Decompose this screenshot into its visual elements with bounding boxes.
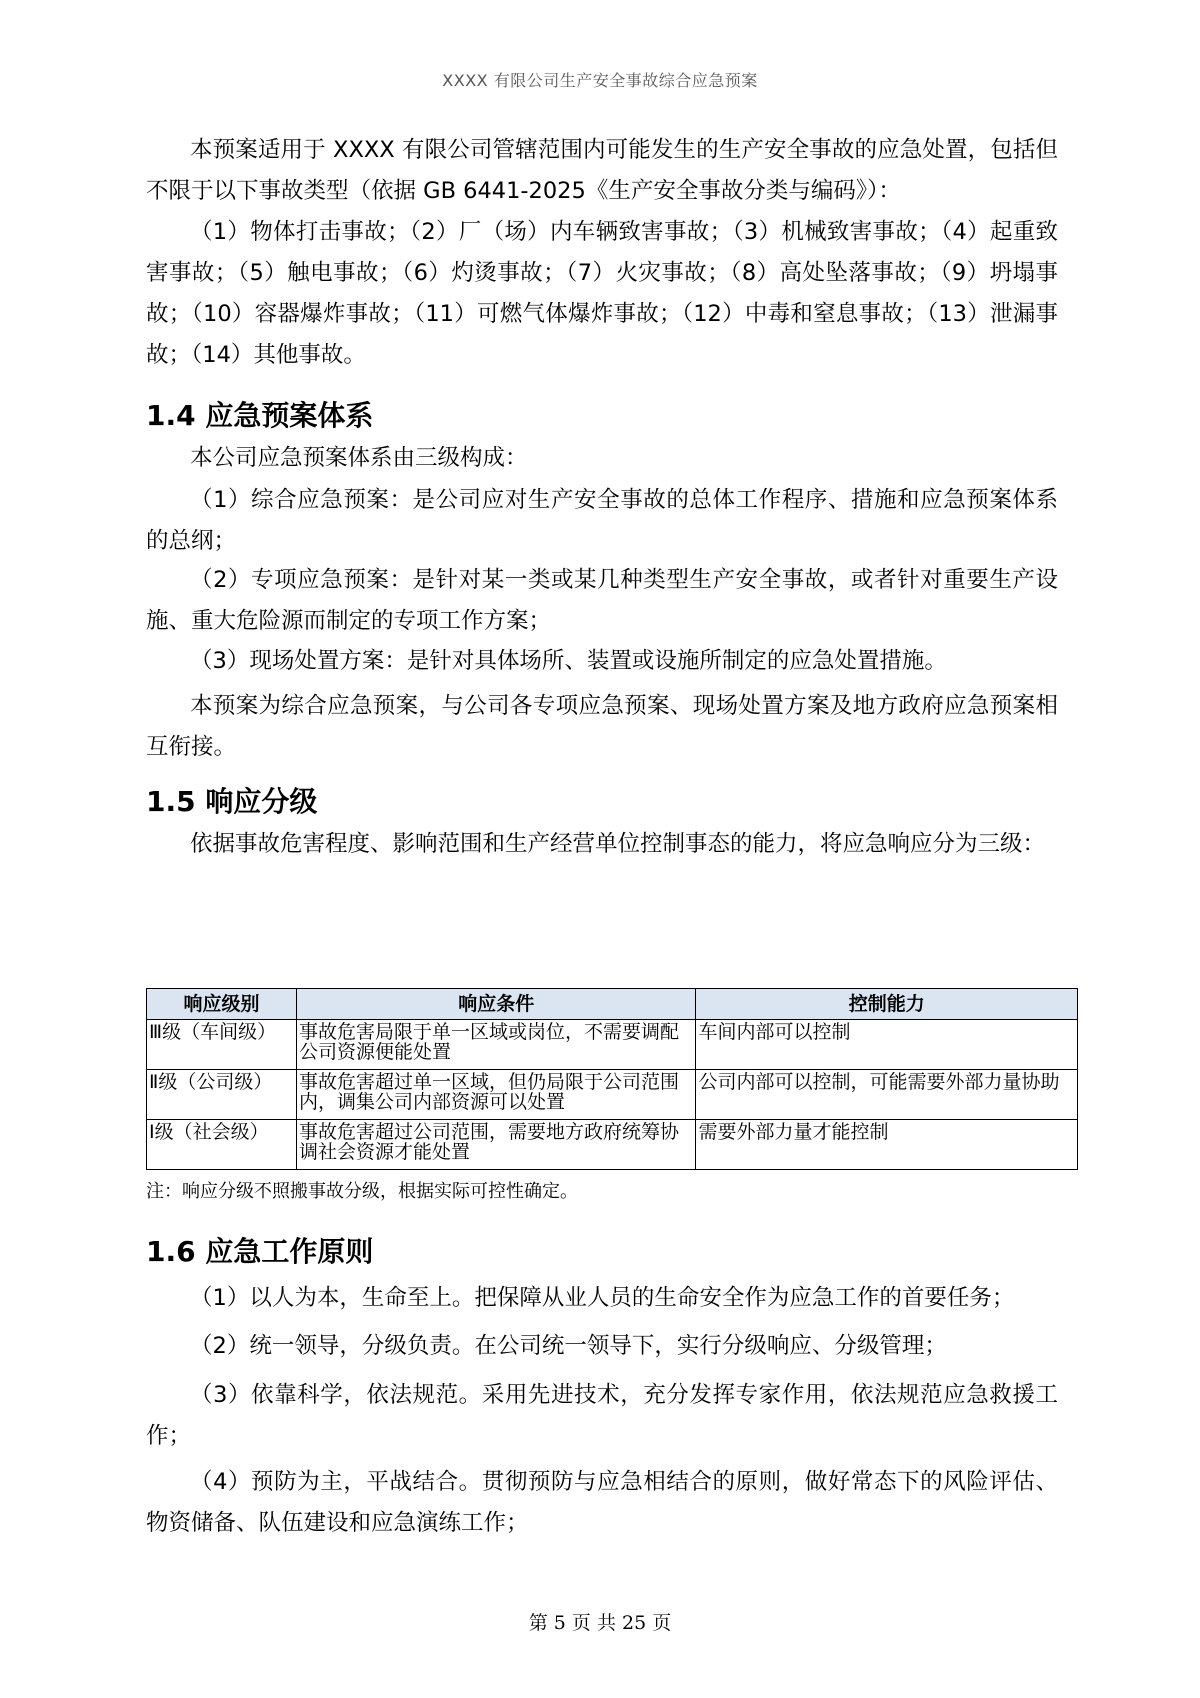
table-cell: 公司内部可以控制，可能需要外部力量协助 bbox=[696, 1070, 1078, 1120]
paragraph: （1）以人为本，生命至上。把保障从业人员的生命安全作为应急工作的首要任务； bbox=[190, 1285, 1015, 1311]
page-header: XXXX 有限公司生产安全事故综合应急预案 bbox=[442, 71, 758, 90]
table-cell: 事故危害超过公司范围，需要地方政府统筹协调社会资源才能处置 bbox=[296, 1120, 695, 1170]
section-heading-1-5: 1.5 响应分级 bbox=[146, 785, 318, 818]
paragraph: （1）综合应急预案：是公司应对生产安全事故的总体工作程序、措施和应急预案体系的总纲； bbox=[146, 487, 1058, 554]
table-header-cell: 控制能力 bbox=[696, 989, 1078, 1020]
table-row bbox=[147, 1070, 1078, 1120]
paragraph: （2）专项应急预案：是针对某一类或某几种类型生产安全事故，或者针对重要生产设施、重大危险源而制定的专项工作方案； bbox=[146, 567, 1058, 634]
table-cell: Ⅰ级（社会级） bbox=[147, 1120, 297, 1170]
paragraph: （3）现场处置方案：是针对具体场所、装置或设施所制定的应急处置措施。 bbox=[190, 648, 947, 674]
table-cell: 事故危害局限于单一区域或岗位，不需要调配公司资源便能处置 bbox=[296, 1020, 695, 1070]
page-number: 第 5 页 共 25 页 bbox=[528, 1612, 672, 1634]
table-cell: 车间内部可以控制 bbox=[696, 1020, 1078, 1070]
paragraph: 本预案为综合应急预案，与公司各专项应急预案、现场处置方案及地方政府应急预案相互衔接。 bbox=[146, 693, 1058, 760]
accident-types-paragraph: （1）物体打击事故；（2）厂（场）内车辆致害事故；（3）机械致害事故；（4）起重致害事故；（5）触电事故；（6）灼烫事故；（7）火灾事故；（8）高处坠落事故；（9）坍塌事故；（10）容器爆炸事故；（11）可燃气体爆炸事故；（12）中毒和窒息事故；（13）泄漏事故；（14）其他事故。 bbox=[146, 219, 1058, 368]
response-level-table bbox=[146, 988, 1078, 1170]
paragraph: 依据事故危害程度、影响范围和生产经营单位控制事态的能力，将应急响应分为三级： bbox=[190, 831, 1046, 857]
table-cell: Ⅲ级（车间级） bbox=[147, 1020, 297, 1070]
table-header-cell: 响应条件 bbox=[296, 989, 695, 1020]
section-heading-1-6: 1.6 应急工作原则 bbox=[146, 1235, 374, 1268]
section-heading-1-4: 1.4 应急预案体系 bbox=[146, 399, 374, 432]
intro-paragraph: 本预案适用于 XXXX 有限公司管辖范围内可能发生的生产安全事故的应急处置，包括但不限于以下事故类型（依据 GB 6441-2025《生产安全事故分类与编码》）： bbox=[146, 137, 1058, 204]
table-cell: 事故危害超过单一区域，但仍局限于公司范围内，调集公司内部资源可以处置 bbox=[296, 1070, 695, 1120]
table-cell: Ⅱ级（公司级） bbox=[147, 1070, 297, 1120]
table-row bbox=[147, 1120, 1078, 1170]
paragraph: （3）依靠科学，依法规范。采用先进技术，充分发挥专家作用，依法规范应急救援工作； bbox=[146, 1382, 1058, 1449]
paragraph: 本公司应急预案体系由三级构成： bbox=[190, 445, 528, 471]
table-cell: 需要外部力量才能控制 bbox=[696, 1120, 1078, 1170]
table-note: 注：响应分级不照搬事故分级，根据实际可控性确定。 bbox=[146, 1181, 578, 1202]
paragraph: （2）统一领导，分级负责。在公司统一领导下，实行分级响应、分级管理； bbox=[190, 1333, 947, 1359]
response-level-table-container bbox=[146, 988, 1078, 1170]
table-header-cell: 响应级别 bbox=[147, 989, 297, 1020]
table-header-row bbox=[147, 989, 1078, 1020]
table-row bbox=[147, 1020, 1078, 1070]
paragraph: （4）预防为主，平战结合。贯彻预防与应急相结合的原则，做好常态下的风险评估、物资储备、队伍建设和应急演练工作； bbox=[146, 1469, 1058, 1536]
